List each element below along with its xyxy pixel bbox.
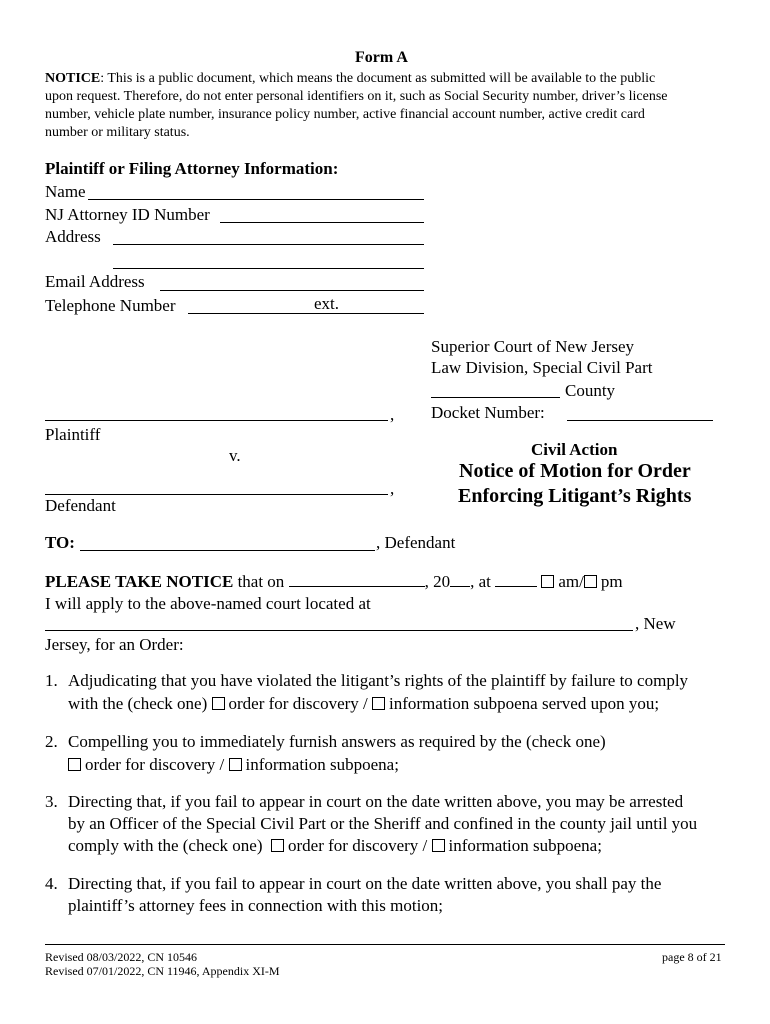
item-2-discovery-label: order for discovery / xyxy=(85,755,225,774)
item-3-subpoena-checkbox[interactable] xyxy=(432,839,445,852)
footer-revised-1: Revised 08/03/2022, CN 10546 xyxy=(45,950,197,964)
versus-label: v. xyxy=(229,446,241,465)
item-3-number: 3. xyxy=(45,792,58,811)
item-2-subpoena-checkbox[interactable] xyxy=(229,758,242,771)
notice-of-motion-line xyxy=(45,572,623,592)
item-3-line-3 xyxy=(68,836,602,856)
document-title-line-1: Notice of Motion for Order xyxy=(459,460,691,482)
docket-label: Docket Number: xyxy=(431,403,545,422)
item-3-check-prompt: comply with the (check one) xyxy=(68,836,263,855)
court-location-line: I will apply to the above-named court located at xyxy=(45,594,371,613)
item-3-discovery-checkbox[interactable] xyxy=(271,839,284,852)
item-1-check-prompt: with the (check one) xyxy=(68,694,208,713)
item-3-subpoena-label: information subpoena; xyxy=(448,836,602,855)
item-3-line-2: by an Officer of the Special Civil Part or the Sheriff and confined in the county jail until you xyxy=(68,814,698,833)
item-2-line-1: Compelling you to immediately furnish answers as required by the (check one) xyxy=(68,732,606,751)
caption-comma-2: , xyxy=(390,479,395,498)
notice-label: NOTICE xyxy=(45,71,101,86)
for-an-order-line: Jersey, for an Order: xyxy=(45,635,184,654)
that-on-text: that on xyxy=(233,572,289,591)
plaintiff-info-heading: Plaintiff or Filing Attorney Information: xyxy=(45,159,339,178)
email-field[interactable] xyxy=(160,290,424,291)
notice-line-4: number or military status. xyxy=(45,125,190,140)
am-label: am/ xyxy=(558,572,584,591)
caption-comma-1: , xyxy=(390,405,395,424)
item-1-discovery-checkbox[interactable] xyxy=(212,697,225,710)
item-1-discovery-label: order for discovery / xyxy=(228,694,368,713)
footer-divider xyxy=(45,944,725,945)
pm-checkbox[interactable] xyxy=(584,575,597,588)
phone-field[interactable] xyxy=(188,313,424,314)
document-title-line-2: Enforcing Litigant’s Rights xyxy=(458,485,692,507)
item-1-line-1: Adjudicating that you have violated the litigant’s rights of the plaintiff by failure to comply xyxy=(68,671,689,690)
phone-label: Telephone Number xyxy=(45,296,176,315)
court-line-1: Superior Court of New Jersey xyxy=(431,337,635,356)
notice-line-3: number, vehicle plate number, insurance policy number, active financial account number, active credit card xyxy=(45,107,645,122)
item-4-line-1: Directing that, if you fail to appear in court on the date written above, you shall pay the xyxy=(68,874,662,893)
item-1-number: 1. xyxy=(45,671,58,690)
form-title: Form A xyxy=(355,49,408,66)
motion-year-field[interactable] xyxy=(450,572,470,587)
county-field[interactable] xyxy=(431,397,560,398)
to-label: TO: xyxy=(45,533,75,552)
year-prefix-text: , 20 xyxy=(424,572,451,591)
notice-text-1: : This is a public document, which means the document as submitted will be available to the public xyxy=(100,71,656,86)
item-4-number: 4. xyxy=(45,874,58,893)
court-line-2: Law Division, Special Civil Part xyxy=(431,358,653,377)
item-3-line-1: Directing that, if you fail to appear in court on the date written above, you may be arrested xyxy=(68,792,684,811)
name-label: Name xyxy=(45,182,86,201)
motion-date-field[interactable] xyxy=(289,572,425,587)
item-1-subpoena-label: information subpoena served upon you; xyxy=(389,694,660,713)
court-location-field[interactable] xyxy=(45,630,633,631)
address-field-2[interactable] xyxy=(113,268,424,269)
name-field[interactable] xyxy=(88,199,424,200)
ext-label: ext. xyxy=(314,294,340,313)
please-take-notice-label: PLEASE TAKE NOTICE xyxy=(45,572,234,591)
footer-revised-2: Revised 07/01/2022, CN 11946, Appendix XI-M xyxy=(45,964,280,978)
notice-line-1 xyxy=(45,71,655,87)
item-1-subpoena-checkbox[interactable] xyxy=(372,697,385,710)
item-3-discovery-label: order for discovery / xyxy=(288,836,428,855)
docket-field[interactable] xyxy=(567,420,713,421)
at-text: , at xyxy=(470,572,496,591)
defendant-name-field[interactable] xyxy=(45,494,388,495)
item-2-discovery-checkbox[interactable] xyxy=(68,758,81,771)
defendant-label: Defendant xyxy=(45,496,116,515)
item-2-subpoena-label: information subpoena; xyxy=(245,755,399,774)
footer-page-number: page 8 of 21 xyxy=(662,950,722,964)
attorney-id-field[interactable] xyxy=(220,222,424,223)
plaintiff-name-field[interactable] xyxy=(45,420,388,421)
notice-line-2: upon request. Therefore, do not enter personal identifiers on it, such as Social Security number, driver’s license xyxy=(45,89,668,104)
item-4-line-2: plaintiff’s attorney fees in connection with this motion; xyxy=(68,896,444,915)
motion-time-field[interactable] xyxy=(495,572,537,587)
to-defendant-field[interactable] xyxy=(80,550,375,551)
plaintiff-label: Plaintiff xyxy=(45,425,101,444)
item-2-number: 2. xyxy=(45,732,58,751)
attorney-id-label: NJ Attorney ID Number xyxy=(45,205,210,224)
item-2-line-2 xyxy=(68,755,399,775)
am-checkbox[interactable] xyxy=(541,575,554,588)
item-1-line-2 xyxy=(68,694,659,714)
county-label: County xyxy=(565,381,616,400)
email-label: Email Address xyxy=(45,272,145,291)
to-suffix: , Defendant xyxy=(376,533,456,552)
address-label: Address xyxy=(45,227,101,246)
new-jersey-suffix: , New xyxy=(635,614,676,633)
civil-action-label: Civil Action xyxy=(531,440,618,459)
address-field-1[interactable] xyxy=(113,244,424,245)
pm-label: pm xyxy=(600,572,623,591)
